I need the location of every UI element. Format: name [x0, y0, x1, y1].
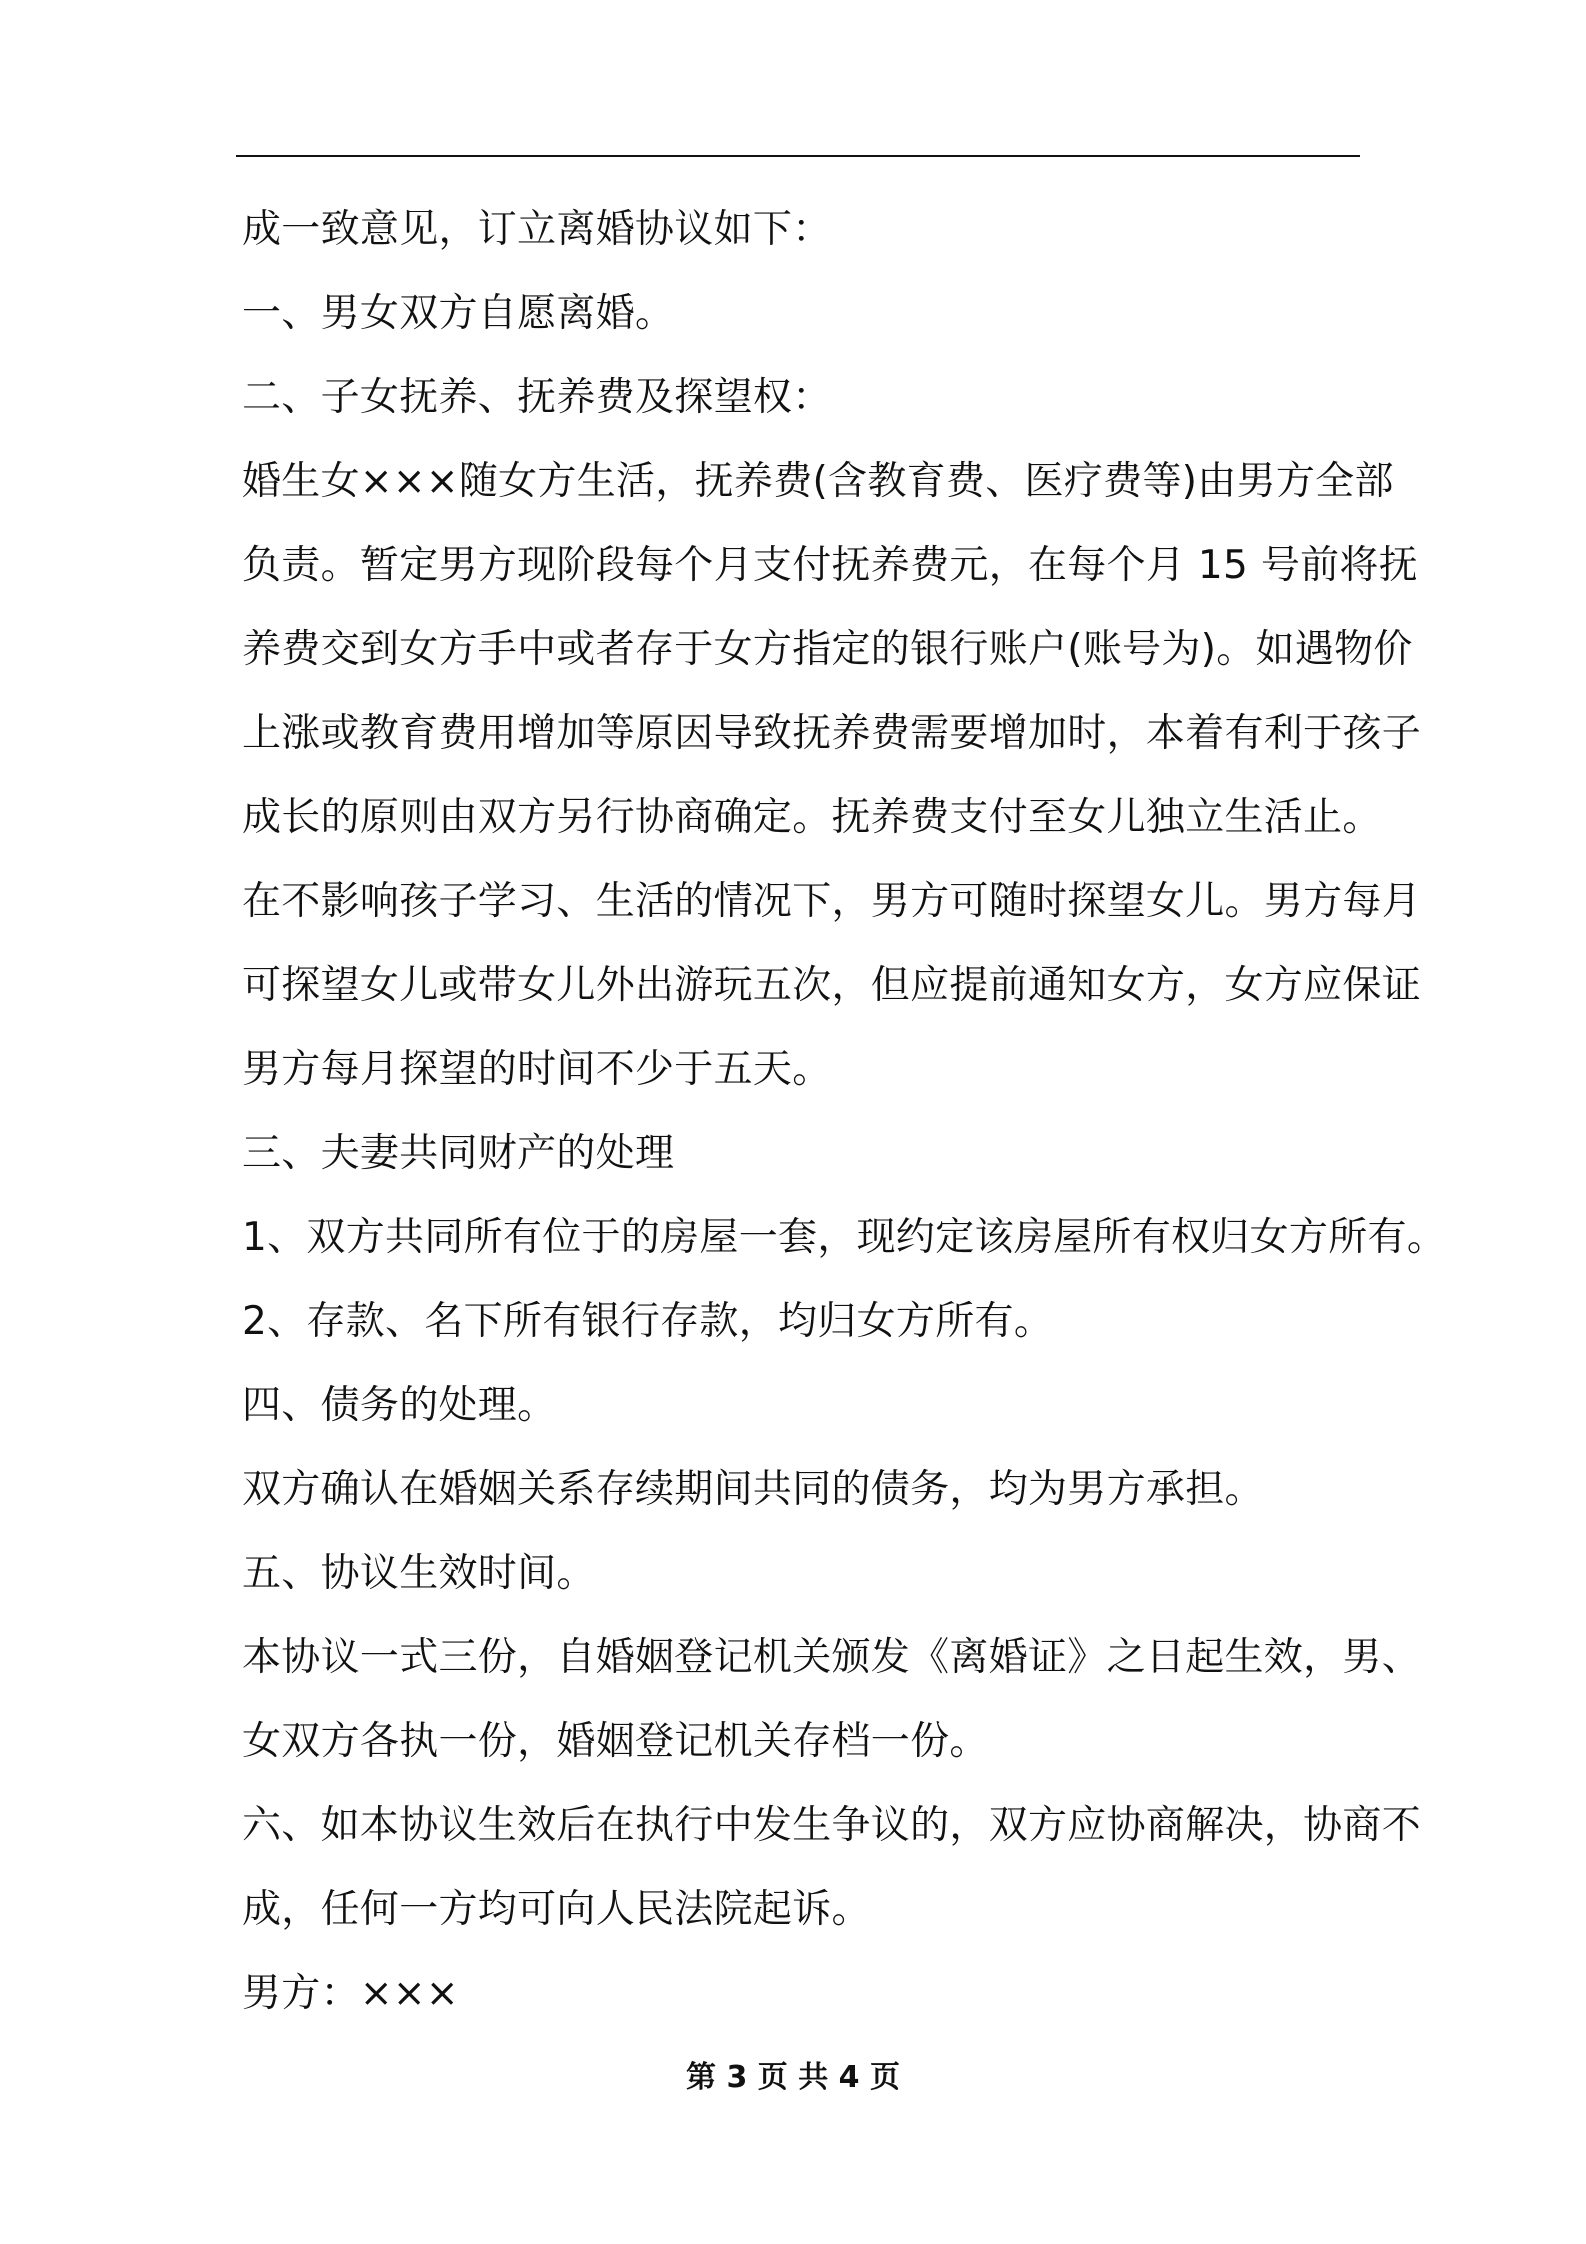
text-line: 养费交到女方手中或者存于女方指定的银行账户(账号为)。如遇物价	[242, 627, 1413, 672]
text-line: 上涨或教育费用增加等原因导致抚养费需要增加时，本着有利于孩子	[242, 711, 1422, 756]
text-line: 女双方各执一份，婚姻登记机关存档一份。	[242, 1719, 989, 1764]
text-line: 可探望女儿或带女儿外出游玩五次，但应提前通知女方，女方应保证	[242, 963, 1422, 1008]
page-number-footer: 第 3 页 共 4 页	[686, 2060, 900, 2095]
document-body	[242, 188, 1447, 2036]
text-line: 一、男女双方自愿离婚。	[242, 291, 675, 336]
text-line: 负责。暂定男方现阶段每个月支付抚养费元，在每个月 15 号前将抚	[242, 543, 1419, 588]
text-line: 男方：×××	[242, 1971, 459, 2016]
text-line: 1、双方共同所有位于的房屋一套，现约定该房屋所有权归女方所有。	[242, 1215, 1447, 1260]
text-line: 双方确认在婚姻关系存续期间共同的债务，均为男方承担。	[242, 1467, 1264, 1512]
text-line: 婚生女×××随女方生活，抚养费(含教育费、医疗费等)由男方全部	[242, 459, 1394, 504]
text-line: 二、子女抚养、抚养费及探望权：	[242, 375, 832, 420]
text-line: 三、夫妻共同财产的处理	[242, 1131, 675, 1176]
text-line: 六、如本协议生效后在执行中发生争议的，双方应协商解决，协商不	[242, 1803, 1422, 1848]
text-line: 四、债务的处理。	[242, 1383, 557, 1428]
text-line: 本协议一式三份，自婚姻登记机关颁发《离婚证》之日起生效，男、	[242, 1635, 1422, 1680]
text-line: 2、存款、名下所有银行存款，均归女方所有。	[242, 1299, 1054, 1344]
text-line: 成，任何一方均可向人民法院起诉。	[242, 1887, 871, 1932]
header-rule	[236, 155, 1360, 157]
text-line: 成长的原则由双方另行协商确定。抚养费支付至女儿独立生活止。	[242, 795, 1382, 840]
text-line: 在不影响孩子学习、生活的情况下，男方可随时探望女儿。男方每月	[242, 879, 1422, 924]
text-line: 五、协议生效时间。	[242, 1551, 596, 1596]
text-line: 男方每月探望的时间不少于五天。	[242, 1047, 832, 1092]
text-line: 成一致意见，订立离婚协议如下：	[242, 207, 832, 252]
